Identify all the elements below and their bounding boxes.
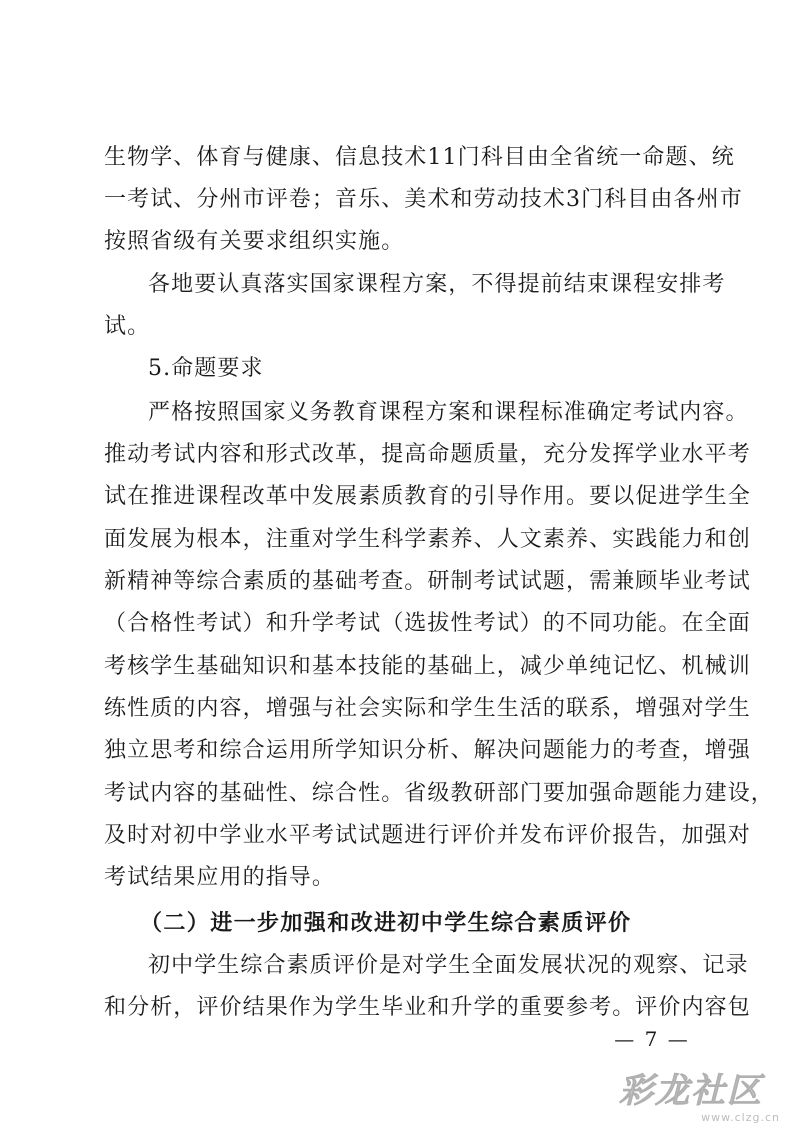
watermark-logo-icon	[596, 1068, 786, 1110]
body-line: 试。	[104, 314, 151, 339]
watermark-url: www.clzg.cn	[701, 1111, 780, 1124]
body-line: 和分析，评价结果作为学生毕业和升学的重要参考。评价内容包	[104, 995, 751, 1020]
body-line: 按照省级有关要求组织实施。	[104, 229, 405, 254]
body-line: （合格性考试）和升学考试（选拔性考试）的不同功能。在全面	[104, 611, 751, 636]
body-line: 考核学生基础知识和基本技能的基础上，减少单纯记忆、机械训	[104, 654, 751, 679]
page-number: — 7 —	[614, 1027, 690, 1051]
body-line: 新精神等综合素质的基础考查。研制考试试题，需兼顾毕业考试	[104, 569, 751, 594]
body-line: 面发展为根本，注重对学生科学素养、人文素养、实践能力和创	[104, 527, 751, 552]
watermark	[590, 1068, 790, 1128]
body-line: 及时对初中学业水平考试试题进行评价并发布评价报告，加强对	[104, 823, 751, 848]
body-line: 生物学、体育与健康、信息技术11门科目由全省统一命题、统	[104, 145, 735, 170]
body-line: 初中学生综合素质评价是对学生全面发展状况的观察、记录	[148, 953, 749, 978]
section-heading: （二）进一步加强和改进初中学生综合素质评价	[140, 910, 632, 936]
body-line: 一考试、分州市评卷；音乐、美术和劳动技术3门科目由各州市	[104, 187, 743, 212]
body-line: 考试内容的基础性、综合性。省级教研部门要加强命题能力建设，	[104, 781, 774, 806]
body-line: 严格按照国家义务教育课程方案和课程标准确定考试内容。	[148, 400, 749, 425]
body-line: 独立思考和综合运用所学知识分析、解决问题能力的考查，增强	[104, 738, 751, 763]
body-line: 推动考试内容和形式改革，提高命题质量，充分发挥学业水平考	[104, 442, 751, 467]
body-line: 试在推进课程改革中发展素质教育的引导作用。要以促进学生全	[104, 484, 751, 509]
body-line: 各地要认真落实国家课程方案，不得提前结束课程安排考	[148, 272, 726, 297]
watermark-logo-text: 彩龙社区	[619, 1071, 763, 1110]
body-line: 考试结果应用的指导。	[104, 865, 336, 890]
body-line: 练性质的内容，增强与社会实际和学生生活的联系，增强对学生	[104, 696, 751, 721]
section-heading: 5.命题要求	[148, 356, 264, 381]
